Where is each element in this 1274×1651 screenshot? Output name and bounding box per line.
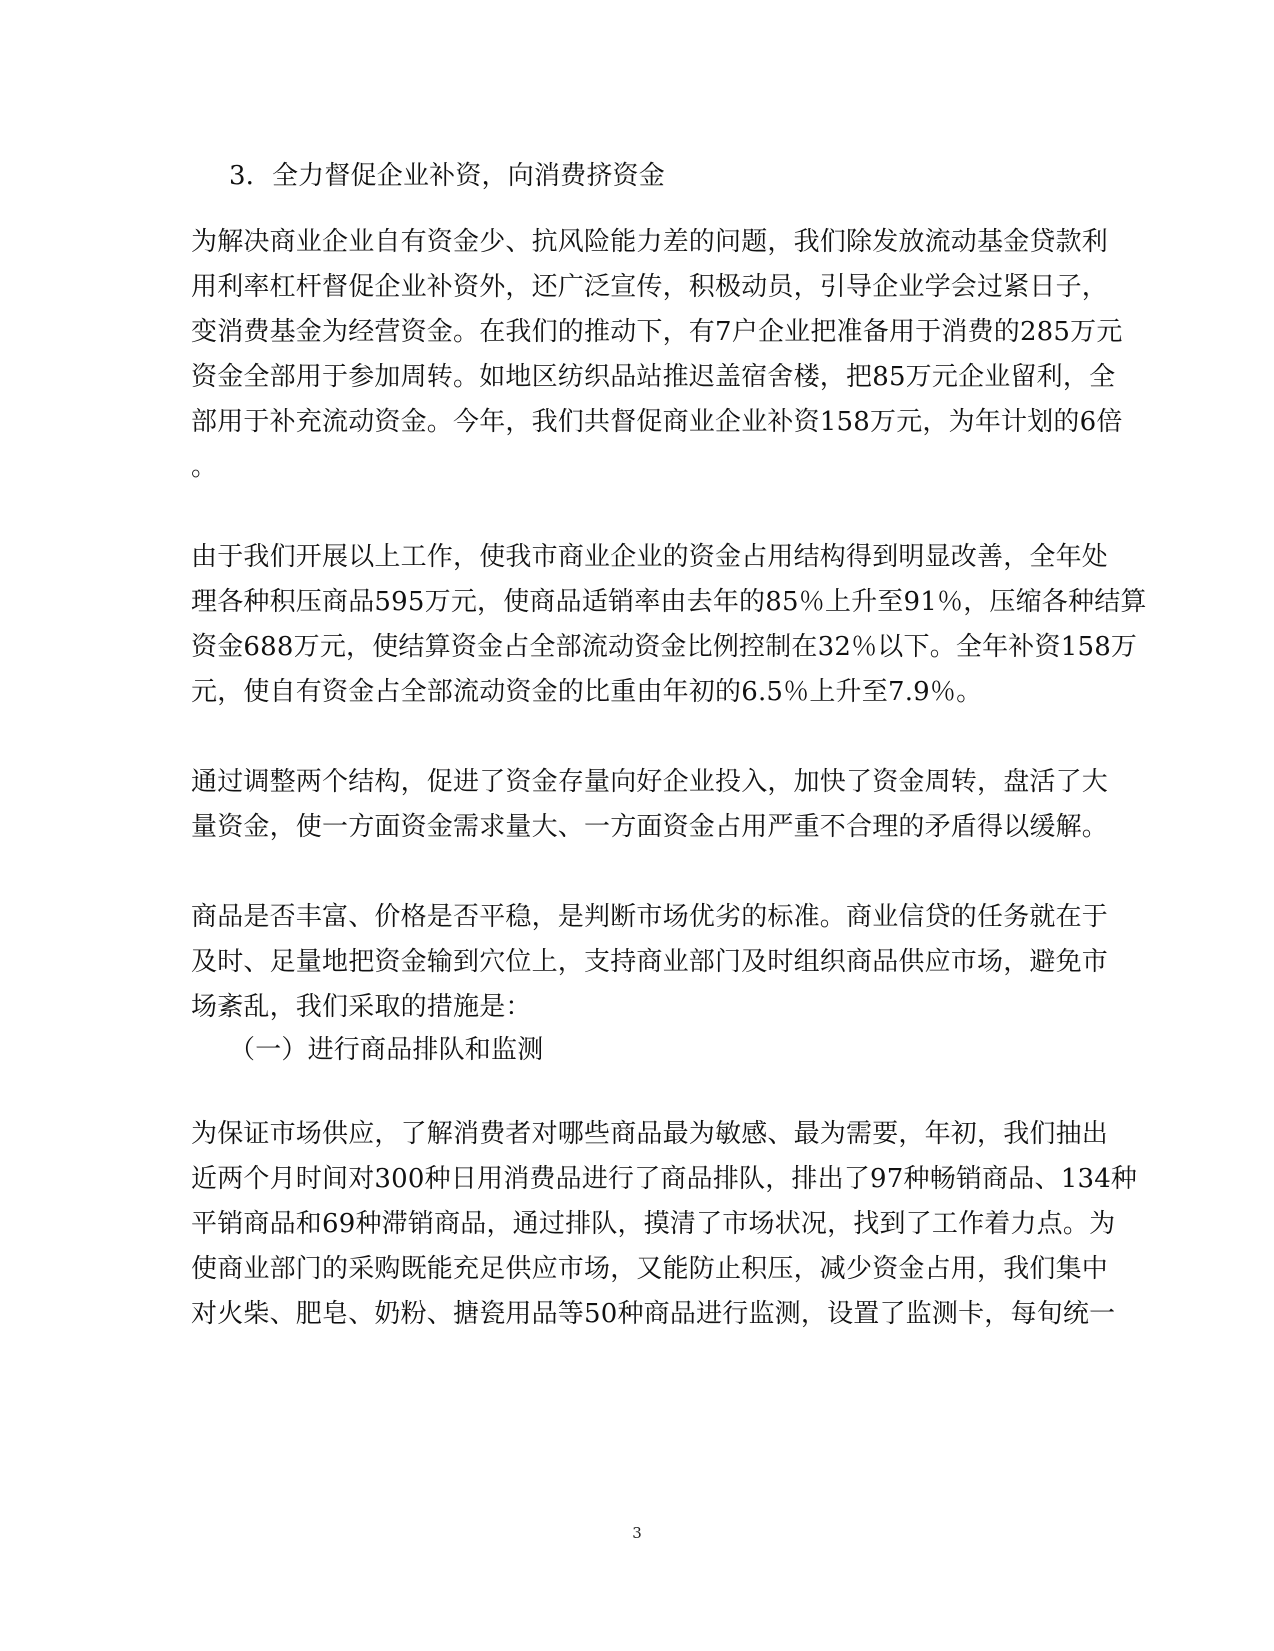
text-line: 近两个月时间对300种日用消费品进行了商品排队，排出了97种畅销商品、134种: [191, 1164, 1138, 1194]
section-heading-1: （一）进行商品排队和监测: [229, 1035, 544, 1065]
text-line: 商品是否丰富、价格是否平稳，是判断市场优劣的标准。商业信贷的任务就在于: [191, 902, 1109, 932]
text-line: 资金688万元，使结算资金占全部流动资金比例控制在32％以下。全年补资158万: [191, 632, 1138, 662]
page-number: 3: [632, 1524, 642, 1542]
text-line: 用利率杠杆督促企业补资外，还广泛宣传，积极动员，引导企业学会过紧日子，: [191, 272, 1109, 302]
text-line: 为解决商业企业自有资金少、抗风险能力差的问题，我们除发放流动基金贷款利: [191, 227, 1109, 257]
text-line: 。: [191, 452, 218, 482]
text-line: 元，使自有资金占全部流动资金的比重由年初的6.5％上升至7.9％。: [191, 677, 983, 707]
text-line: 部用于补充流动资金。今年，我们共督促商业企业补资158万元，为年计划的6倍: [191, 407, 1123, 437]
text-line: 资金全部用于参加周转。如地区纺织品站推迟盖宿舍楼，把85万元企业留利，全: [191, 362, 1116, 392]
text-line: 由于我们开展以上工作，使我市商业企业的资金占用结构得到明显改善，全年处: [191, 542, 1109, 572]
text-line: 理各种积压商品595万元，使商品适销率由去年的85％上升至91％，压缩各种结算: [191, 587, 1147, 617]
text-line: 量资金，使一方面资金需求量大、一方面资金占用严重不合理的矛盾得以缓解。: [191, 812, 1109, 842]
text-line: 平销商品和69种滞销商品，通过排队，摸清了市场状况，找到了工作着力点。为: [191, 1209, 1116, 1239]
text-line: 及时、足量地把资金输到穴位上，支持商业部门及时组织商品供应市场，避免市: [191, 947, 1109, 977]
text-line: 通过调整两个结构，促进了资金存量向好企业投入，加快了资金周转，盘活了大: [191, 767, 1109, 797]
text-line: 变消费基金为经营资金。在我们的推动下，有7户企业把准备用于消费的285万元: [191, 317, 1123, 347]
text-line: 对火柴、肥皂、奶粉、搪瓷用品等50种商品进行监测，设置了监测卡，每旬统一: [191, 1299, 1116, 1329]
text-line: 使商业部门的采购既能充足供应市场，又能防止积压，减少资金占用，我们集中: [191, 1254, 1109, 1284]
text-line: 场紊乱，我们采取的措施是：: [191, 992, 532, 1022]
section-heading-3: 3．全力督促企业补资，向消费挤资金: [229, 161, 665, 191]
text-line: 为保证市场供应，了解消费者对哪些商品最为敏感、最为需要，年初，我们抽出: [191, 1119, 1109, 1149]
